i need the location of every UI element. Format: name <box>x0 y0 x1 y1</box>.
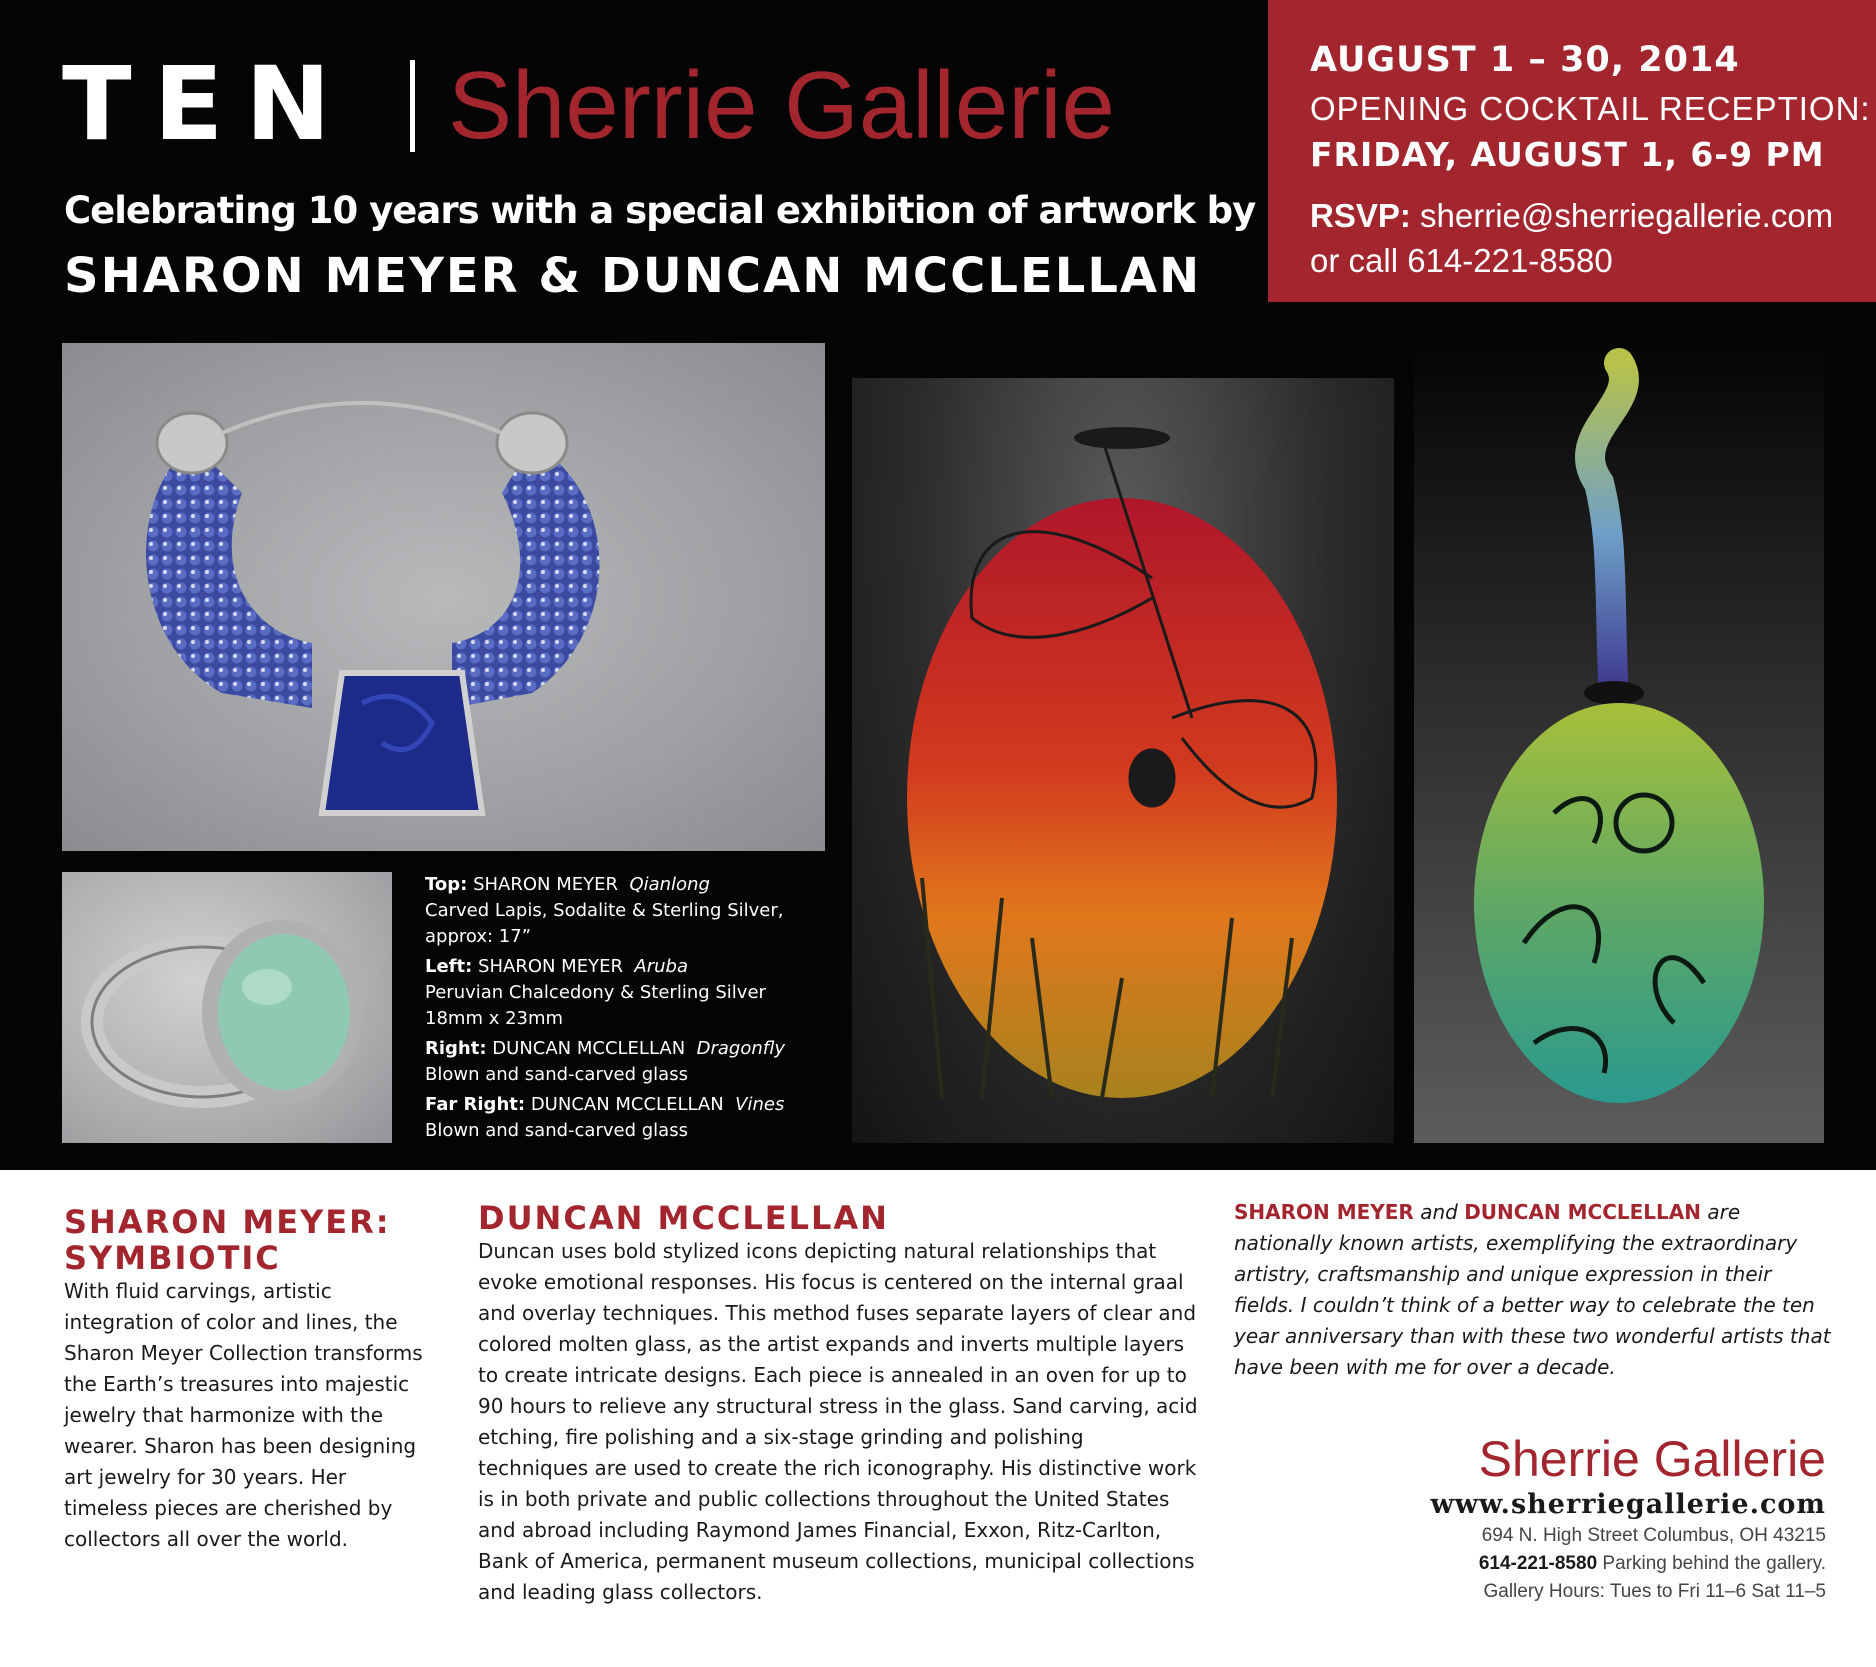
rsvp-phone: or call 614-221-8580 <box>1310 242 1613 279</box>
caption-position: Top: <box>425 874 468 895</box>
logo-divider <box>410 60 415 152</box>
photo-captions <box>425 872 835 1148</box>
rsvp-line <box>1310 197 1833 235</box>
caption-far-right <box>425 1092 835 1144</box>
rsvp-email-link[interactable]: sherrie@sherriegallerie.com <box>1420 197 1834 234</box>
logo-gallery-name: Sherrie Gallerie <box>448 52 1115 159</box>
gallery-statement <box>1234 1197 1834 1383</box>
tagline: Celebrating 10 years with a special exhibition of artwork by <box>64 189 1256 232</box>
sharon-heading-line1: SHARON MEYER: <box>64 1203 391 1241</box>
caption-position: Left: <box>425 956 473 977</box>
footer-address: 694 N. High Street Columbus, OH 43215 <box>1481 1525 1826 1547</box>
caption-detail: Peruvian Chalcedony & Sterling Silver <box>425 982 766 1003</box>
caption-top <box>425 872 835 950</box>
sharon-body: With fluid carvings, artistic integration of color and lines, the Sharon Meyer Collection transforms the Earth’s treasures into majestic jewelry that harmonize with the wearer. Sharon has been designing art jewelry for 30 years. Her timeless pieces are cherished by collectors all over the world. <box>64 1279 423 1551</box>
caption-detail: Blown and sand-carved glass <box>425 1064 688 1085</box>
caption-artist: DUNCAN MCCLELLAN <box>492 1038 686 1059</box>
event-dates: AUGUST 1 – 30, 2014 <box>1310 40 1740 80</box>
footer-parking: Parking behind the gallery. <box>1597 1553 1826 1575</box>
reception-label: OPENING COCKTAIL RECEPTION: <box>1310 90 1871 127</box>
statement-name2: DUNCAN MCCLELLAN <box>1464 1200 1701 1224</box>
duncan-heading: DUNCAN MCCLELLAN <box>478 1199 889 1237</box>
dragonfly-vase-photo <box>852 378 1394 1143</box>
duncan-body: Duncan uses bold stylized icons depicting natural relationships that evoke emotional responses. His focus is centered on the internal graal and overlay techniques. This method fuses separate layers of clear and colored molten glass, as the artist expands and inverts multiple layers to create intricate designs. Each piece is annealed in an oven for up to 90 hours to relieve any structural stress in the glass. Sand carving, acid etching, fire polishing and a six-stage grinding and polishing techniques are used to create the rich iconography. His distinctive work is in both private and public collections throughout the United States and abroad including Raymond James Financial, Exxon, Ritz-Carlton, Bank of America, permanent museum collections, municipal collections and leading glass collectors. <box>478 1239 1198 1604</box>
caption-artist: SHARON MEYER <box>478 956 623 977</box>
reception-time: FRIDAY, AUGUST 1, 6-9 PM <box>1310 135 1825 174</box>
footer-phone: 614-221-8580 <box>1478 1553 1598 1575</box>
rsvp-label: RSVP: <box>1310 197 1411 234</box>
vines-vase-photo <box>1414 343 1824 1143</box>
footer-gallery-name: Sherrie Gallerie <box>1478 1431 1826 1487</box>
statement-body: are nationally known artists, exemplifying the extraordinary artistry, craftsmanship and unique expression in their fields. I couldn’t think of a better way to celebrate the ten year anniversary than with these two wonderful artists that have been with me for over a decade. <box>1234 1200 1831 1379</box>
statement-text <box>1234 1197 1834 1383</box>
caption-size: approx: 17” <box>425 926 532 947</box>
footer-contact <box>1240 1432 1826 1606</box>
caption-left <box>425 954 835 1032</box>
caption-title: Dragonfly <box>696 1038 786 1059</box>
caption-detail: Carved Lapis, Sodalite & Sterling Silver, <box>425 900 784 921</box>
caption-detail: Blown and sand-carved glass <box>425 1120 688 1141</box>
statement-name1: SHARON MEYER <box>1234 1200 1414 1224</box>
caption-position: Right: <box>425 1038 487 1059</box>
footer-phone-line <box>1240 1550 1826 1578</box>
sharon-meyer-section <box>64 1204 434 1555</box>
caption-title: Qianlong <box>629 874 710 895</box>
duncan-mcclellan-section <box>478 1200 1198 1608</box>
caption-title: Vines <box>735 1094 785 1115</box>
caption-position: Far Right: <box>425 1094 526 1115</box>
logo-ten: TEN <box>62 45 353 164</box>
necklace-photo <box>62 343 825 851</box>
footer-hours: Gallery Hours: Tues to Fri 11–6 Sat 11–5 <box>1483 1581 1826 1603</box>
statement-and: and <box>1413 1200 1465 1224</box>
caption-artist: DUNCAN MCCLELLAN <box>530 1094 724 1115</box>
artists-title: SHARON MEYER & DUNCAN MCCLELLAN <box>64 248 1202 304</box>
sharon-heading-line2: SYMBIOTIC <box>64 1239 281 1277</box>
caption-right <box>425 1036 835 1088</box>
caption-artist: SHARON MEYER <box>473 874 618 895</box>
ring-photo <box>62 872 392 1143</box>
event-info-box <box>1268 0 1876 302</box>
caption-title: Aruba <box>634 956 688 977</box>
gallery-website-link[interactable]: www.sherriegallerie.com <box>1430 1489 1826 1520</box>
caption-size: 18mm x 23mm <box>425 1008 564 1029</box>
